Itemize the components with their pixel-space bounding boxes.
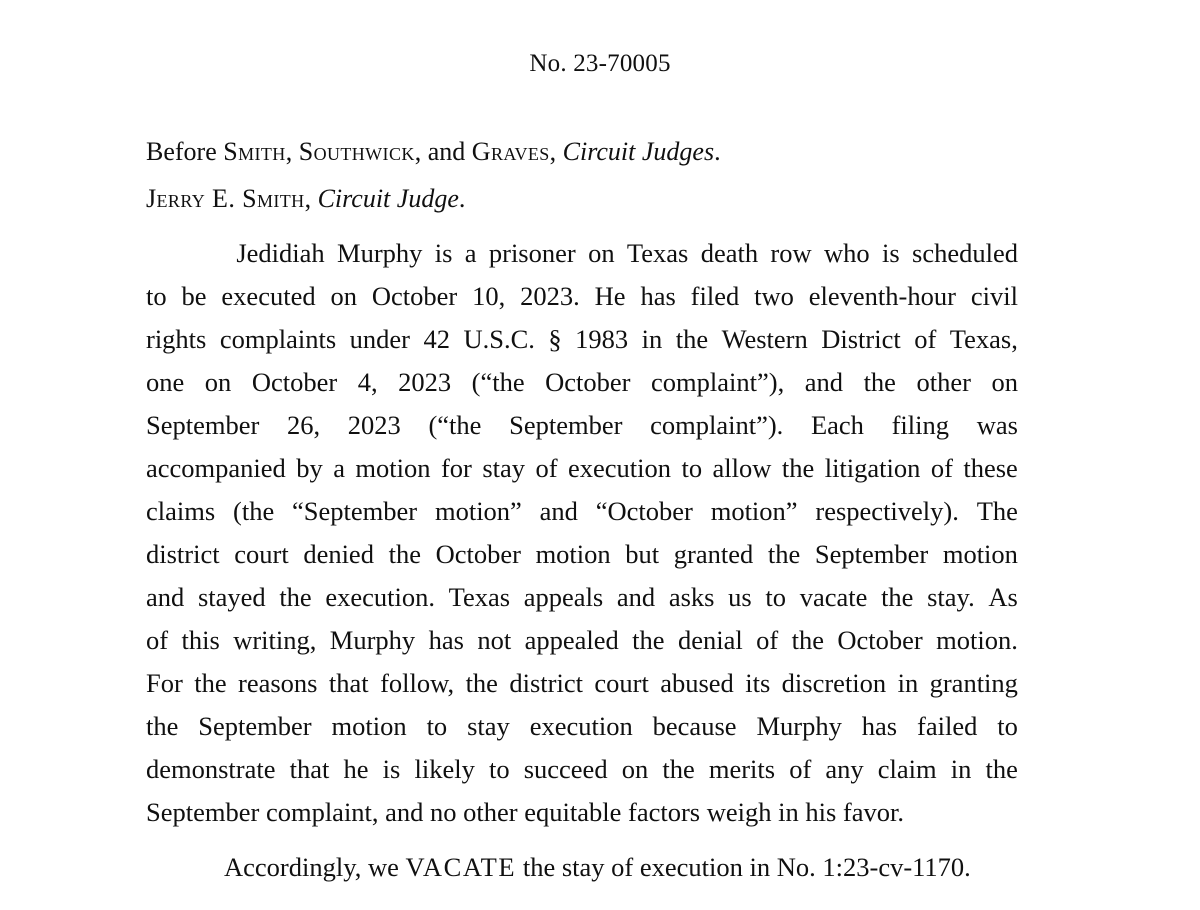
- word: any: [825, 754, 864, 784]
- word: September: [814, 539, 929, 569]
- word: The: [976, 496, 1018, 526]
- word: complaint”).: [650, 410, 784, 440]
- word: reasons: [238, 668, 318, 698]
- word: the: [632, 625, 665, 655]
- word: the: [465, 668, 498, 698]
- word: a: [333, 453, 345, 483]
- word: rights: [146, 324, 207, 354]
- word: death: [700, 238, 759, 268]
- word: in: [950, 754, 972, 784]
- word: but: [625, 539, 660, 569]
- word: stayed: [197, 582, 266, 612]
- word: the: [146, 711, 179, 741]
- word: granting: [929, 668, 1018, 698]
- word: to: [997, 711, 1018, 741]
- word: eleventh-hour: [808, 281, 956, 311]
- word: district: [146, 539, 220, 569]
- word: and: [539, 496, 578, 526]
- word: a: [464, 238, 477, 268]
- line-segment: the stay of execution in No. 1:23-cv-1170.: [516, 852, 971, 882]
- panel-separator-3: ,: [549, 137, 563, 166]
- word: the: [194, 668, 227, 698]
- word: vacate: [799, 582, 868, 612]
- panel-conjunction: and: [427, 137, 472, 166]
- word: September: [509, 410, 623, 440]
- word: October: [435, 539, 521, 569]
- text-line: [146, 232, 1018, 275]
- word: “September: [292, 496, 418, 526]
- word: 42: [423, 324, 450, 354]
- word: 1983: [575, 324, 629, 354]
- word: has: [640, 281, 676, 311]
- author-separator: ,: [304, 184, 318, 213]
- word: because: [652, 711, 737, 741]
- word: asks: [668, 582, 715, 612]
- word: by: [296, 453, 323, 483]
- word: of: [930, 453, 953, 483]
- opinion-author-line: [146, 175, 1018, 222]
- word: claims: [146, 496, 216, 526]
- word: execution: [529, 711, 633, 741]
- word: is: [382, 754, 401, 784]
- word: to: [681, 453, 703, 483]
- judge-name-smith: Smith: [223, 137, 286, 166]
- word: October: [371, 281, 458, 311]
- word: motion: [331, 711, 407, 741]
- paragraph-1: [146, 232, 1018, 834]
- word: denied: [303, 539, 374, 569]
- word: (“the: [471, 367, 525, 397]
- word: on: [204, 367, 232, 397]
- judge-name-southwick: Southwick: [298, 137, 415, 166]
- word: of: [756, 625, 779, 655]
- word: to: [426, 711, 448, 741]
- word: failed: [917, 711, 978, 741]
- word: on: [588, 238, 615, 268]
- word: October: [545, 367, 631, 397]
- text-line: [146, 447, 1018, 490]
- word: was: [976, 410, 1018, 440]
- word: stay: [482, 453, 526, 483]
- word: execution.: [325, 582, 435, 612]
- word: prisoner: [488, 238, 576, 268]
- word: allow: [712, 453, 772, 483]
- word: the: [662, 754, 695, 784]
- opinion-body: [146, 232, 1018, 889]
- word: litigation: [824, 453, 921, 483]
- word: court: [234, 539, 289, 569]
- word: scheduled: [912, 238, 1018, 268]
- word: and: [804, 367, 844, 397]
- word: of: [146, 625, 169, 655]
- word: likely: [414, 754, 475, 784]
- word: Murphy: [329, 625, 416, 655]
- word: one: [146, 367, 185, 397]
- word: Texas: [626, 238, 689, 268]
- word: 4,: [357, 367, 378, 397]
- word: the: [985, 754, 1018, 784]
- word: He: [594, 281, 626, 311]
- word: appeals: [523, 582, 604, 612]
- word: civil: [970, 281, 1018, 311]
- word: in: [641, 324, 663, 354]
- text-line: [146, 490, 1018, 533]
- word: has: [428, 625, 464, 655]
- word: on: [621, 754, 649, 784]
- text-line: [146, 404, 1018, 447]
- word: the: [781, 453, 815, 483]
- word: this: [181, 625, 220, 655]
- word: 26,: [287, 410, 321, 440]
- text-line: [146, 361, 1018, 404]
- word: is: [434, 238, 453, 268]
- word: stay: [467, 711, 510, 741]
- word: of: [914, 324, 937, 354]
- word: merits: [708, 754, 776, 784]
- word: has: [861, 711, 898, 741]
- text-line: [146, 705, 1018, 748]
- word: other: [916, 367, 971, 397]
- word: the: [675, 324, 709, 354]
- word: U.S.C.: [463, 324, 535, 354]
- word: on: [330, 281, 357, 311]
- line-segment: September complaint, and no other equitable factors weigh in his favor.: [146, 797, 904, 827]
- word: complaint”),: [651, 367, 785, 397]
- word: 10,: [472, 281, 506, 311]
- word: for: [440, 453, 472, 483]
- author-name: Jerry E. Smith: [146, 184, 305, 213]
- word: to: [765, 582, 787, 612]
- word: 2023: [347, 410, 401, 440]
- word: accompanied: [146, 453, 286, 483]
- word: filed: [690, 281, 740, 311]
- word: writing,: [233, 625, 317, 655]
- word: the: [279, 582, 312, 612]
- word: (“the: [428, 410, 482, 440]
- word: Murphy: [337, 238, 423, 268]
- word: the: [863, 367, 896, 397]
- word: discretion: [781, 668, 887, 698]
- word: to: [488, 754, 510, 784]
- word: District: [821, 324, 901, 354]
- word: under: [349, 324, 410, 354]
- word: October: [251, 367, 338, 397]
- word: to: [146, 281, 167, 311]
- word: that: [328, 668, 369, 698]
- text-line: [146, 576, 1018, 619]
- word: of: [535, 453, 558, 483]
- word: “October: [595, 496, 693, 526]
- word: motion”: [434, 496, 522, 526]
- word: on: [991, 367, 1018, 397]
- line-segment: Accordingly, we: [224, 852, 406, 882]
- word: he: [343, 754, 369, 784]
- word: October: [837, 625, 923, 655]
- text-line: [146, 533, 1018, 576]
- word: in: [897, 668, 919, 698]
- panel-terminator: .: [714, 137, 721, 166]
- word: the: [881, 582, 914, 612]
- word: motion: [355, 453, 431, 483]
- text-line: [146, 791, 1018, 834]
- judge-name-graves: Graves: [471, 137, 550, 166]
- word: executed: [221, 281, 316, 311]
- word: (the: [233, 496, 275, 526]
- word: 2023: [398, 367, 452, 397]
- word: motion”: [710, 496, 798, 526]
- word: September: [146, 410, 260, 440]
- word: the: [388, 539, 421, 569]
- word: the: [791, 625, 824, 655]
- word: granted: [673, 539, 754, 569]
- word: filing: [891, 410, 950, 440]
- word: row: [770, 238, 812, 268]
- word: respectively).: [815, 496, 959, 526]
- word: Jedidiah: [236, 238, 325, 268]
- word: who: [823, 238, 870, 268]
- word: not: [477, 625, 512, 655]
- word: these: [963, 453, 1018, 483]
- panel-judges-line: [146, 128, 1018, 175]
- word: September: [198, 711, 312, 741]
- word: Western: [721, 324, 808, 354]
- word: that: [289, 754, 330, 784]
- word: 2023.: [520, 281, 580, 311]
- judges-panel-block: [146, 128, 1018, 222]
- word: As: [988, 582, 1018, 612]
- word: stay.: [927, 582, 975, 612]
- author-role-label: Circuit Judge: [317, 184, 459, 213]
- word: and: [616, 582, 656, 612]
- word: the: [767, 539, 801, 569]
- word: court: [594, 668, 649, 698]
- text-line: [146, 748, 1018, 791]
- word: succeed: [523, 754, 608, 784]
- word: motion: [942, 539, 1018, 569]
- word: §: [548, 324, 562, 354]
- word: is: [881, 238, 900, 268]
- word: abused: [660, 668, 734, 698]
- word: For: [146, 668, 183, 698]
- word: and: [146, 582, 185, 612]
- word: of: [789, 754, 812, 784]
- word: motion.: [936, 625, 1018, 655]
- word: Murphy: [756, 711, 842, 741]
- word: two: [754, 281, 794, 311]
- word: complaints: [219, 324, 337, 354]
- text-line: [146, 619, 1018, 662]
- word: Texas,: [949, 324, 1018, 354]
- panel-separator-2: ,: [414, 137, 428, 166]
- word: Texas: [448, 582, 511, 612]
- docket-number-header: No. 23-70005: [529, 50, 671, 77]
- text-line: [146, 275, 1018, 318]
- word: claim: [877, 754, 937, 784]
- word: execution: [568, 453, 672, 483]
- author-terminator: .: [458, 184, 466, 213]
- panel-role-label: Circuit Judges: [562, 137, 715, 166]
- word: us: [728, 582, 752, 612]
- text-line: [146, 846, 1018, 889]
- paragraph-2: [146, 846, 1018, 889]
- text-line: [146, 318, 1018, 361]
- word: motion: [535, 539, 611, 569]
- word: appealed: [524, 625, 619, 655]
- word: be: [181, 281, 207, 311]
- word: demonstrate: [146, 754, 276, 784]
- vacate-emphasis: VACATE: [405, 852, 517, 882]
- panel-separator-1: ,: [285, 137, 299, 166]
- word: follow,: [380, 668, 455, 698]
- panel-prefix: Before: [146, 137, 224, 166]
- text-line: [146, 662, 1018, 705]
- word: its: [745, 668, 771, 698]
- word: Each: [810, 410, 864, 440]
- word: denial: [677, 625, 743, 655]
- word: district: [509, 668, 583, 698]
